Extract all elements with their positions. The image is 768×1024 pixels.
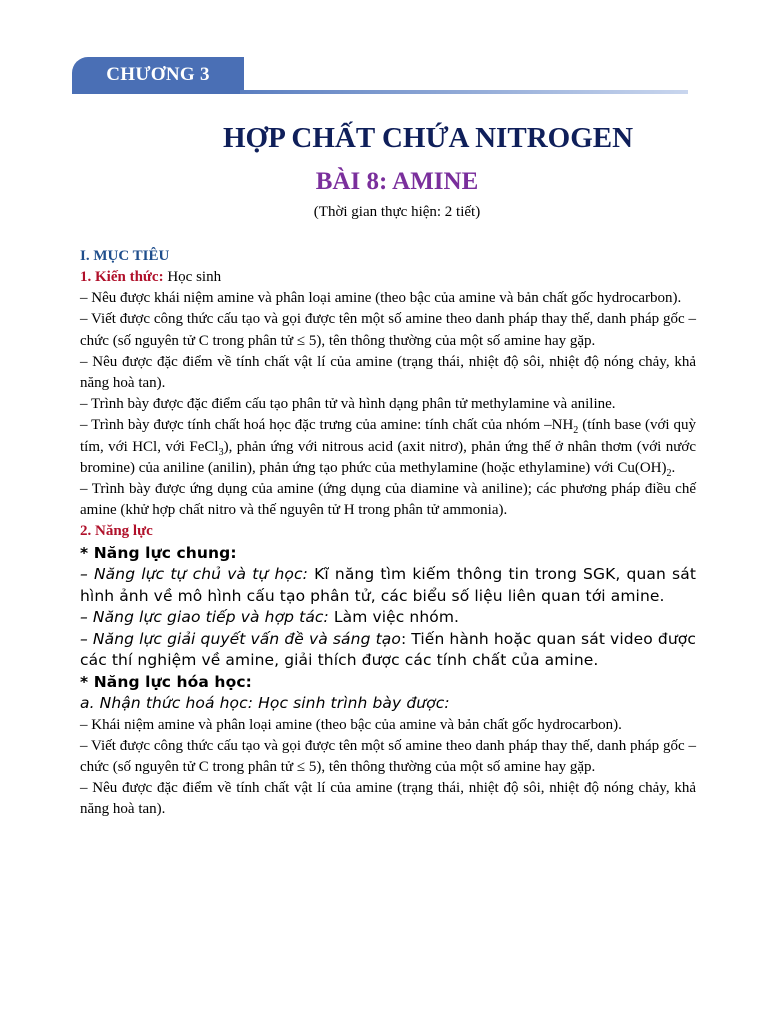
objectives-heading: I. MỤC TIÊU <box>80 248 170 264</box>
chapter-rule <box>240 90 688 94</box>
knowledge-item-4: – Trình bày được đặc điểm cấu tạo phân tử và hình dạng phân tử methylamine và aniline. <box>80 396 616 413</box>
general-heading-text: * Năng lực chung: <box>80 543 237 562</box>
k5-part-b: (tính base (với quỳ tím, với HCl, với FeCl <box>80 417 697 455</box>
chapter-title: HỢP CHẤT CHỨA NITROGEN <box>222 122 634 154</box>
chem-subheading-a: a. Nhận thức hoá học: Học sinh trình bày được: <box>80 694 450 713</box>
k5-part-d: . <box>671 459 676 476</box>
general-item-3 <box>80 629 696 672</box>
g2-label: – Năng lực giao tiếp và hợp tác: <box>80 608 329 627</box>
chapter-label: CHƯƠNG 3 <box>106 64 210 85</box>
knowledge-item-5 <box>80 415 696 479</box>
general-item-2 <box>80 607 696 629</box>
knowledge-intro: Học sinh <box>163 269 222 285</box>
competence-heading: 2. Năng lực <box>80 523 153 540</box>
general-item-1 <box>80 564 696 607</box>
lesson-title: BÀI 8: AMINE <box>315 168 479 195</box>
chem-heading-text: * Năng lực hóa học: <box>80 672 252 691</box>
g2-text: Làm việc nhóm. <box>328 608 460 627</box>
document-body <box>80 246 696 821</box>
knowledge-item-3: – Nêu được đặc điểm về tính chất vật lí của amine (trạng thái, nhiệt độ sôi, nhiệt độ nóng chảy, khả năng hoà tan). <box>80 353 696 392</box>
knowledge-item-6: – Trình bày được ứng dụng của amine (ứng dụng của diamine và aniline); các phương pháp điều chế amine (khử hợp chất nitro và thế nguyên tử H trong phân tử ammonia). <box>80 481 696 519</box>
g1-text: Kĩ năng tìm kiếm thông tin trong SGK, quan sát hình ảnh về mô hình cấu tạo phân tử, các biểu số liệu liên quan tới amine. <box>80 565 697 605</box>
k5-part-a: – Trình bày được tính chất hoá học đặc trưng của amine: tính chất của nhóm –NH <box>80 417 574 434</box>
knowledge-item-1: – Nêu được khái niệm amine và phân loại amine (theo bậc của amine và bản chất gốc hydrocarbon). <box>80 290 682 307</box>
k5-sub-2: 3 <box>218 446 224 458</box>
lesson-duration: (Thời gian thực hiện: 2 tiết) <box>313 204 481 220</box>
chem-item-1: – Khái niệm amine và phân loại amine (theo bậc của amine và bản chất gốc hydrocarbon). <box>80 716 622 733</box>
k5-sub-1: 2 <box>573 425 579 437</box>
general-competence-heading <box>80 543 696 565</box>
knowledge-line <box>80 267 696 288</box>
g1-label: – Năng lực tự chủ và tự học: <box>80 565 308 584</box>
knowledge-item-2: – Viết được công thức cấu tạo và gọi được tên một số amine theo danh pháp thay thế, danh pháp gốc – chức (số nguyên tử C trong phân tử ≤ 5), tên thông thường của một số amine hay gặp. <box>80 311 696 349</box>
k5-sub-3: 2 <box>666 467 672 479</box>
g3-text: : Tiến hành hoặc quan sát video được các thí nghiệm về amine, giải thích được các tính chất của amine. <box>80 629 696 670</box>
g3-label: – Năng lực giải quyết vấn đề và sáng tạo <box>80 629 401 648</box>
chapter-tab <box>72 57 244 94</box>
knowledge-label: 1. Kiến thức: <box>80 269 164 285</box>
chem-item-3: – Nêu được đặc điểm về tính chất vật lí của amine (trạng thái, nhiệt độ sôi, nhiệt độ nóng chảy, khả năng hoà tan). <box>80 780 696 818</box>
k5-part-c: ), phản ứng với nitrous acid (axit nitrơ), phản ứng thế ở nhân thơm (với nước bromine) của aniline (anilin), phản ứng tạo phức của methylamine (hoặc ethylamine) với Cu(OH) <box>80 438 696 476</box>
chem-item-2: – Viết được công thức cấu tạo và gọi được tên một số amine theo danh pháp thay thế, danh pháp gốc – chức (số nguyên tử C trong phân tử ≤ 5), tên thông thường của một số amine hay gặp. <box>80 737 696 776</box>
chem-competence-heading <box>80 672 696 694</box>
